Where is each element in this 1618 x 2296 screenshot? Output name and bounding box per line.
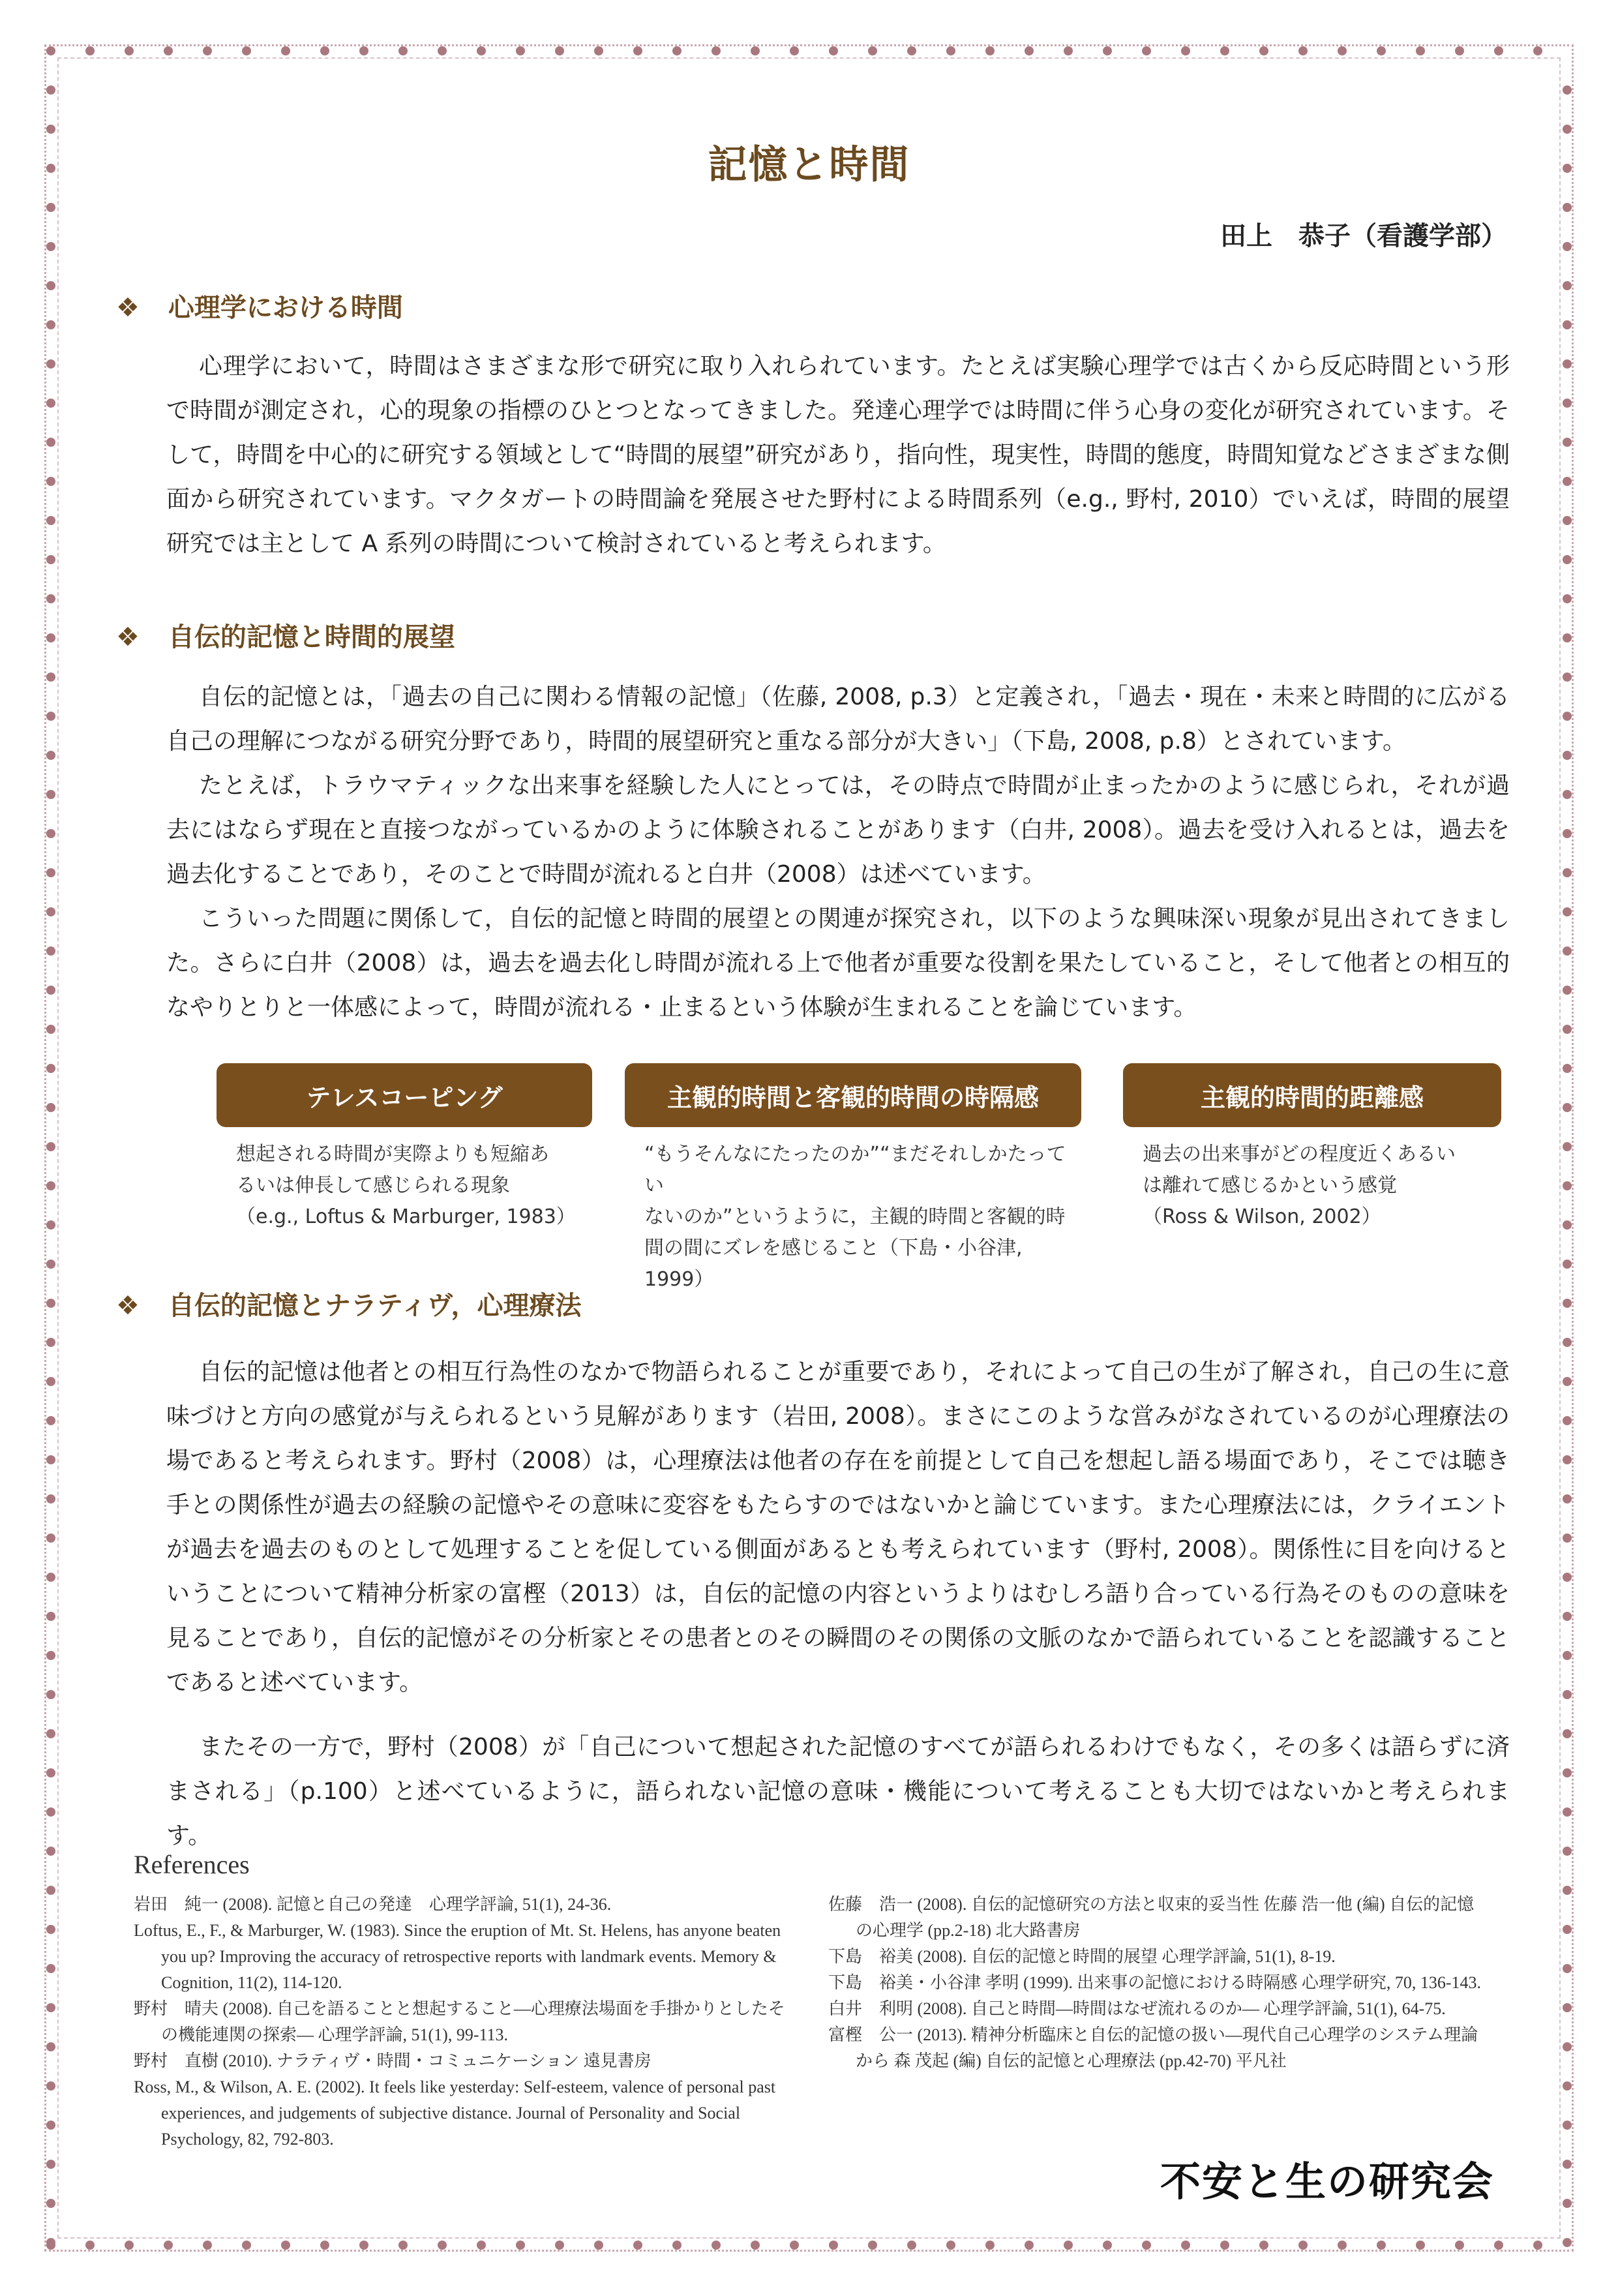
border-dot — [203, 2241, 212, 2250]
border-dot — [46, 1299, 55, 1308]
border-dot — [46, 1494, 55, 1503]
border-dot — [1563, 986, 1572, 995]
border-dot — [242, 2241, 251, 2250]
border-dot — [320, 46, 329, 55]
border-dot — [281, 2241, 290, 2250]
border-dot — [1563, 594, 1572, 603]
border-dot — [1563, 2042, 1572, 2051]
section-2-paragraph-1: 自伝的記憶とは，「過去の自己に関わる情報の記憶」（佐藤, 2008, p.3）と定義され，「過去・現在・未来と時間的に広がる自己の理解につながる研究分野であり，時間的展望研究と重なる部分が大きい」（下島, 2008, p.8）とされています。 — [166, 684, 1510, 755]
border-dot — [1563, 2199, 1572, 2208]
section-heading-2: ❖ 自伝的記憶と時間的展望 — [116, 622, 455, 652]
reference-item: 野村 直樹 (2010). ナラティヴ・時間・コミュニケーション 遠見書房 — [134, 2051, 652, 2070]
border-dot — [1563, 477, 1572, 486]
border-dot — [1563, 1455, 1572, 1464]
border-dot — [633, 2241, 642, 2250]
references-left-column — [134, 1892, 792, 2152]
border-dot — [868, 2241, 877, 2250]
border-dot — [46, 1925, 55, 1934]
border-dot — [1563, 1847, 1572, 1856]
border-dot — [1259, 46, 1268, 55]
border-dot — [985, 2241, 995, 2250]
border-dot — [790, 46, 799, 55]
border-dot — [46, 1886, 55, 1895]
border-dot — [46, 438, 55, 447]
border-dot — [1563, 1533, 1572, 1543]
border-dot — [1220, 2241, 1229, 2250]
border-dot — [46, 907, 55, 916]
reference-item: 富樫 公一 (2013). 精神分析臨床と自伝的記憶の扱い―現代自己心理学のシステム理論から 森 茂起 (編) 自伝的記憶と心理療法 (pp.42-70) 平凡社 — [828, 2025, 1478, 2070]
border-dot — [1563, 790, 1572, 799]
border-dot — [1338, 46, 1347, 55]
reference-item: 下島 裕美 (2008). 自伝的記憶と時間的展望 心理学評論, 51(1), 8-19. — [828, 1947, 1336, 1966]
border-dot — [85, 2241, 95, 2250]
border-dot — [1563, 1729, 1572, 1738]
border-dot — [516, 2241, 525, 2250]
border-dot — [46, 712, 55, 721]
border-dot — [46, 1025, 55, 1034]
border-dot — [1563, 946, 1572, 956]
border-dot — [1563, 438, 1572, 447]
border-dot — [1563, 203, 1572, 212]
border-dot — [46, 1220, 55, 1230]
border-dot — [46, 1455, 55, 1464]
border-dot — [1563, 1338, 1572, 1347]
border-dot — [829, 2241, 838, 2250]
author-line: 田上 恭子（看護学部） — [1220, 221, 1507, 251]
border-dot — [1563, 2121, 1572, 2130]
border-dot — [1494, 2241, 1503, 2250]
border-dot — [46, 1964, 55, 1973]
border-dot — [46, 2199, 55, 2208]
border-dot — [46, 868, 55, 877]
border-dot — [1563, 320, 1572, 329]
border-dot — [46, 359, 55, 369]
reference-item: 下島 裕美・小谷津 孝明 (1999). 出来事の記憶における時隔感 心理学研究, 70, 136-143. — [828, 1973, 1481, 1992]
reference-item: Ross, M., & Wilson, A. E. (2002). It feels like yesterday: Self-esteem, valence of personal past experiences, and judgements of subjective distance. Journal of Personality and Social Psychology, 82, 792-803. — [134, 2077, 776, 2149]
card-subjective-distance — [1123, 1063, 1501, 1246]
border-dot — [46, 1612, 55, 1621]
border-dot — [1563, 242, 1572, 251]
border-dot — [320, 2241, 329, 2250]
border-dot — [46, 1651, 55, 1660]
border-dot — [46, 1768, 55, 1777]
border-dot — [1563, 359, 1572, 369]
border-dot — [555, 46, 564, 55]
border-dot — [1563, 2003, 1572, 2012]
border-dot — [1416, 2241, 1425, 2250]
border-dot — [46, 946, 55, 956]
border-dot — [516, 46, 525, 55]
border-dot — [46, 1847, 55, 1856]
card-label: テレスコーピング — [217, 1063, 592, 1127]
border-dot — [1563, 555, 1572, 564]
border-dot — [46, 790, 55, 799]
border-dot — [1563, 125, 1572, 134]
border-dot — [438, 2241, 447, 2250]
border-dot — [46, 1377, 55, 1386]
border-dot — [46, 633, 55, 642]
border-dot — [1563, 1142, 1572, 1151]
border-dot — [1025, 46, 1034, 55]
border-dot — [1103, 46, 1112, 55]
border-dot — [46, 46, 55, 55]
border-dot — [1563, 907, 1572, 916]
border-dot — [46, 1064, 55, 1073]
border-dot — [1181, 2241, 1190, 2250]
references-heading: References — [134, 1850, 250, 1879]
border-dot — [594, 2241, 603, 2250]
border-dot — [1563, 85, 1572, 95]
border-dot — [1563, 2238, 1572, 2247]
border-dot — [712, 2241, 721, 2250]
border-dot — [477, 2241, 486, 2250]
border-dot — [633, 46, 642, 55]
border-dot — [46, 203, 55, 212]
border-dot — [46, 1573, 55, 1582]
border-dot — [46, 555, 55, 564]
border-dot — [46, 1807, 55, 1817]
border-dot — [1563, 1494, 1572, 1503]
border-dot — [1563, 1612, 1572, 1621]
border-dot — [1563, 672, 1572, 682]
border-dot — [1563, 1377, 1572, 1386]
section-heading-3: ❖ 自伝的記憶とナラティヴ，心理療法 — [116, 1291, 582, 1321]
border-dot — [1377, 46, 1386, 55]
border-dot — [1142, 46, 1151, 55]
border-dot — [1416, 46, 1425, 55]
border-dot — [46, 1338, 55, 1347]
border-dot — [1563, 1299, 1572, 1308]
border-dot — [1563, 1651, 1572, 1660]
border-dot — [790, 2241, 799, 2250]
border-dot — [1377, 2241, 1386, 2250]
border-dot — [46, 2238, 55, 2247]
page-title: 記憶と時間 — [708, 142, 910, 188]
border-dot — [1563, 1807, 1572, 1817]
section-heading-1: ❖ 心理学における時間 — [116, 293, 403, 323]
border-dot — [46, 751, 55, 760]
border-dot — [1298, 46, 1308, 55]
border-dot — [1563, 829, 1572, 838]
reference-item: 野村 晴夫 (2008). 自己を語ることと想起すること―心理療法場面を手掛かりとしたその機能連関の探索― 心理学評論, 51(1), 99-113. — [134, 1999, 785, 2044]
border-dot — [1064, 46, 1073, 55]
border-dot — [555, 2241, 564, 2250]
border-dot — [46, 320, 55, 329]
border-dot — [46, 1181, 55, 1190]
border-dot — [1563, 1260, 1572, 1269]
border-dot — [46, 672, 55, 682]
border-dot — [672, 46, 682, 55]
border-dot — [1563, 1181, 1572, 1190]
border-dot — [46, 516, 55, 525]
border-dot — [672, 2241, 682, 2250]
border-dot — [1338, 2241, 1347, 2250]
border-dot — [398, 46, 408, 55]
border-dot — [46, 2160, 55, 2169]
border-dot — [1563, 1573, 1572, 1582]
border-dot — [1298, 2241, 1308, 2250]
border-dot — [477, 46, 486, 55]
card-text: 想起される時間が実際よりも短縮あ るいは伸長して感じられる現象 （e.g., Loftus & Marburger, 1983） — [236, 1143, 576, 1228]
card-text: “もうそんなにたったのか”“まだそれしかたってい ないのか”というように，主観的時間と客観的時 間の間にズレを感じること（下島・小谷津, 1999） — [644, 1143, 1066, 1291]
border-dot — [1259, 2241, 1268, 2250]
reference-item: 岩田 純一 (2008). 記憶と自己の発達 心理学評論, 51(1), 24-36. — [134, 1895, 612, 1914]
border-dot — [1563, 868, 1572, 877]
border-dot — [242, 46, 251, 55]
border-dot — [985, 46, 995, 55]
references-right-column — [828, 1892, 1490, 2074]
border-dot — [46, 477, 55, 486]
border-dot — [946, 2241, 955, 2250]
reference-item: 佐藤 浩一 (2008). 自伝的記憶研究の方法と収束的妥当性 佐藤 浩一他 (編) 自伝的記憶の心理学 (pp.2-18) 北大路書房 — [828, 1895, 1475, 1940]
border-dot — [46, 2042, 55, 2051]
border-dot — [1220, 46, 1229, 55]
border-dot — [46, 1729, 55, 1738]
reference-item: 白井 利明 (2008). 自己と時間―時間はなぜ流れるのか― 心理学評論, 51(1), 64-75. — [828, 1999, 1446, 2018]
border-dot — [164, 2241, 173, 2250]
border-dot — [1563, 633, 1572, 642]
section-1-paragraph: 心理学において，時間はさまざまな形で研究に取り入れられています。たとえば実験心理学では古くから反応時間という形で時間が測定され，心的現象の指標のひとつとなってきました。発達心理学では時間に伴う心身の変化が研究されています。そして，時間を中心的に研究する領域として“時間的展望”研究があり，指向性，現実性，時間的態度，時間知覚などさまざまな側面から研究されています。マクタガートの時間論を発展させた野村による時間系列（e.g., 野村, 2010）でいえば，時間的展望研究では主として A 系列の時間について検討されていると考えられます。 — [166, 353, 1510, 557]
border-dot — [1563, 399, 1572, 408]
diamond-bullet-icon: ❖ — [116, 293, 140, 323]
card-label: 主観的時間的距離感 — [1123, 1063, 1501, 1127]
card-telescoping — [217, 1063, 592, 1246]
border-dot — [46, 1416, 55, 1425]
border-dot — [1563, 712, 1572, 721]
border-dot — [46, 2003, 55, 2012]
border-dot — [164, 46, 173, 55]
diamond-bullet-icon: ❖ — [116, 1291, 140, 1321]
border-dot — [1563, 1025, 1572, 1034]
section-3-paragraph-1: 自伝的記憶は他者との相互行為性のなかで物語られることが重要であり，それによって自己の生が了解され，自己の生に意味づけと方向の感覚が与えられるという見解があります（岩田, 2008）。まさにこのような営みがなされているのが心理療法の場であると考えられます。野村（2008）は，心理療法は他者の存在を前提として自己を想起し語る場面であり，そこでは聴き手との関係性が過去の経験の記憶やその意味に変容をもたらすのではないかと論じています。また心理療法には，クライエントが過去を過去のものとして処理することを促している側面があるとも考えられています（野村, 2008）。関係性に目を向けるということについて精神分析家の富樫（2013）は，自伝的記憶の内容というよりはむしろ語り合っている行為そのものの意味を見ることであり，自伝的記憶がその分析家とその患者とのその瞬間のその関係の文脈のなかで語られていることを認識することであると述べています。 — [166, 1359, 1510, 1696]
border-dot — [1563, 1220, 1572, 1230]
border-dot — [751, 2241, 760, 2250]
border-dot — [1563, 516, 1572, 525]
border-dot — [46, 1690, 55, 1699]
reference-item: Loftus, E., F., & Marburger, W. (1983). Since the eruption of Mt. St. Helens, has anyone beaten you up? Improving the accuracy of retrospective reports with landmark events. Memory & Cognition, 11(2), 114-120. — [134, 1921, 781, 1992]
border-dot — [594, 46, 603, 55]
border-dot — [46, 1142, 55, 1151]
border-dot — [1563, 281, 1572, 290]
border-dot — [1563, 1768, 1572, 1777]
diamond-bullet-icon: ❖ — [116, 622, 140, 652]
border-dot — [751, 46, 760, 55]
border-dot — [46, 399, 55, 408]
border-dot — [1455, 2241, 1464, 2250]
section-3-paragraph-2: またその一方で，野村（2008）が「自己について想起された記憶のすべてが語られるわけでもなく，その多くは語らずに済まされる」（p.100）と述べているように，語られない記憶の意味・機能について考えることも大切ではないかと考えられます。 — [166, 1734, 1510, 1849]
border-dot — [1142, 2241, 1151, 2250]
border-dot — [907, 2241, 916, 2250]
card-label: 主観的時間と客観的時間の時隔感 — [625, 1063, 1081, 1127]
border-dot — [203, 46, 212, 55]
border-dot — [1563, 2081, 1572, 2091]
border-dot — [46, 829, 55, 838]
border-dot — [1563, 1103, 1572, 1112]
border-dot — [829, 46, 838, 55]
border-dot — [398, 2241, 408, 2250]
border-dot — [46, 2121, 55, 2130]
border-dot — [946, 46, 955, 55]
border-dot — [907, 46, 916, 55]
border-dot — [46, 594, 55, 603]
border-dot — [1103, 2241, 1112, 2250]
border-dot — [359, 2241, 368, 2250]
border-dot — [1563, 751, 1572, 760]
border-dot — [46, 2081, 55, 2091]
border-dot — [1494, 46, 1503, 55]
border-dot — [281, 46, 290, 55]
border-dot — [1455, 46, 1464, 55]
card-text: 過去の出来事がどの程度近くあるい は離れて感じるかという感覚 （Ross & Wilson, 2002） — [1143, 1143, 1456, 1228]
border-dot — [1563, 1064, 1572, 1073]
border-dot — [1563, 1690, 1572, 1699]
border-dot — [1563, 1416, 1572, 1425]
border-dot — [46, 986, 55, 995]
section-2-paragraph-3: こういった問題に関係して，自伝的記憶と時間的展望との関連が探究され，以下のような興味深い現象が見出されてきました。さらに白井（2008）は，過去を過去化し時間が流れる上で他者が重要な役割を果たしていること，そして他者との相互的なやりとりと一体感によって，時間が流れる・止まるという体験が生まれることを論じています。 — [166, 905, 1510, 1021]
border-dot — [46, 1103, 55, 1112]
border-dot — [125, 46, 134, 55]
border-dot — [1563, 1925, 1572, 1934]
border-dot — [125, 2241, 134, 2250]
border-dot — [1563, 1886, 1572, 1895]
border-dot — [46, 1533, 55, 1543]
border-dot — [868, 46, 877, 55]
border-dot — [712, 46, 721, 55]
border-dot — [1563, 1964, 1572, 1973]
border-dot — [46, 281, 55, 290]
border-dot — [1533, 46, 1542, 55]
border-dot — [46, 242, 55, 251]
border-dot — [1181, 46, 1190, 55]
border-dot — [46, 125, 55, 134]
card-time-interval — [625, 1063, 1081, 1291]
border-dot — [46, 1260, 55, 1269]
border-dot — [1533, 2241, 1542, 2250]
border-dot — [359, 46, 368, 55]
section-2-paragraph-2: たとえば，トラウマティックな出来事を経験した人にとっては，その時点で時間が止まったかのように感じられ，それが過去にはならず現在と直接つながっているかのように体験されることがあります（白井, 2008）。過去を受け入れるとは，過去を過去化することであり，そのことで時間が流れると白井（2008）は述べています。 — [166, 772, 1510, 888]
phenomena-cards — [217, 1063, 1508, 1291]
border-dot — [46, 85, 55, 95]
border-dot — [438, 46, 447, 55]
border-dot — [1563, 2160, 1572, 2169]
border-dot — [1025, 2241, 1034, 2250]
border-dot — [85, 46, 95, 55]
border-dot — [1064, 2241, 1073, 2250]
society-logo: 不安と生の研究会 — [1160, 2158, 1494, 2205]
